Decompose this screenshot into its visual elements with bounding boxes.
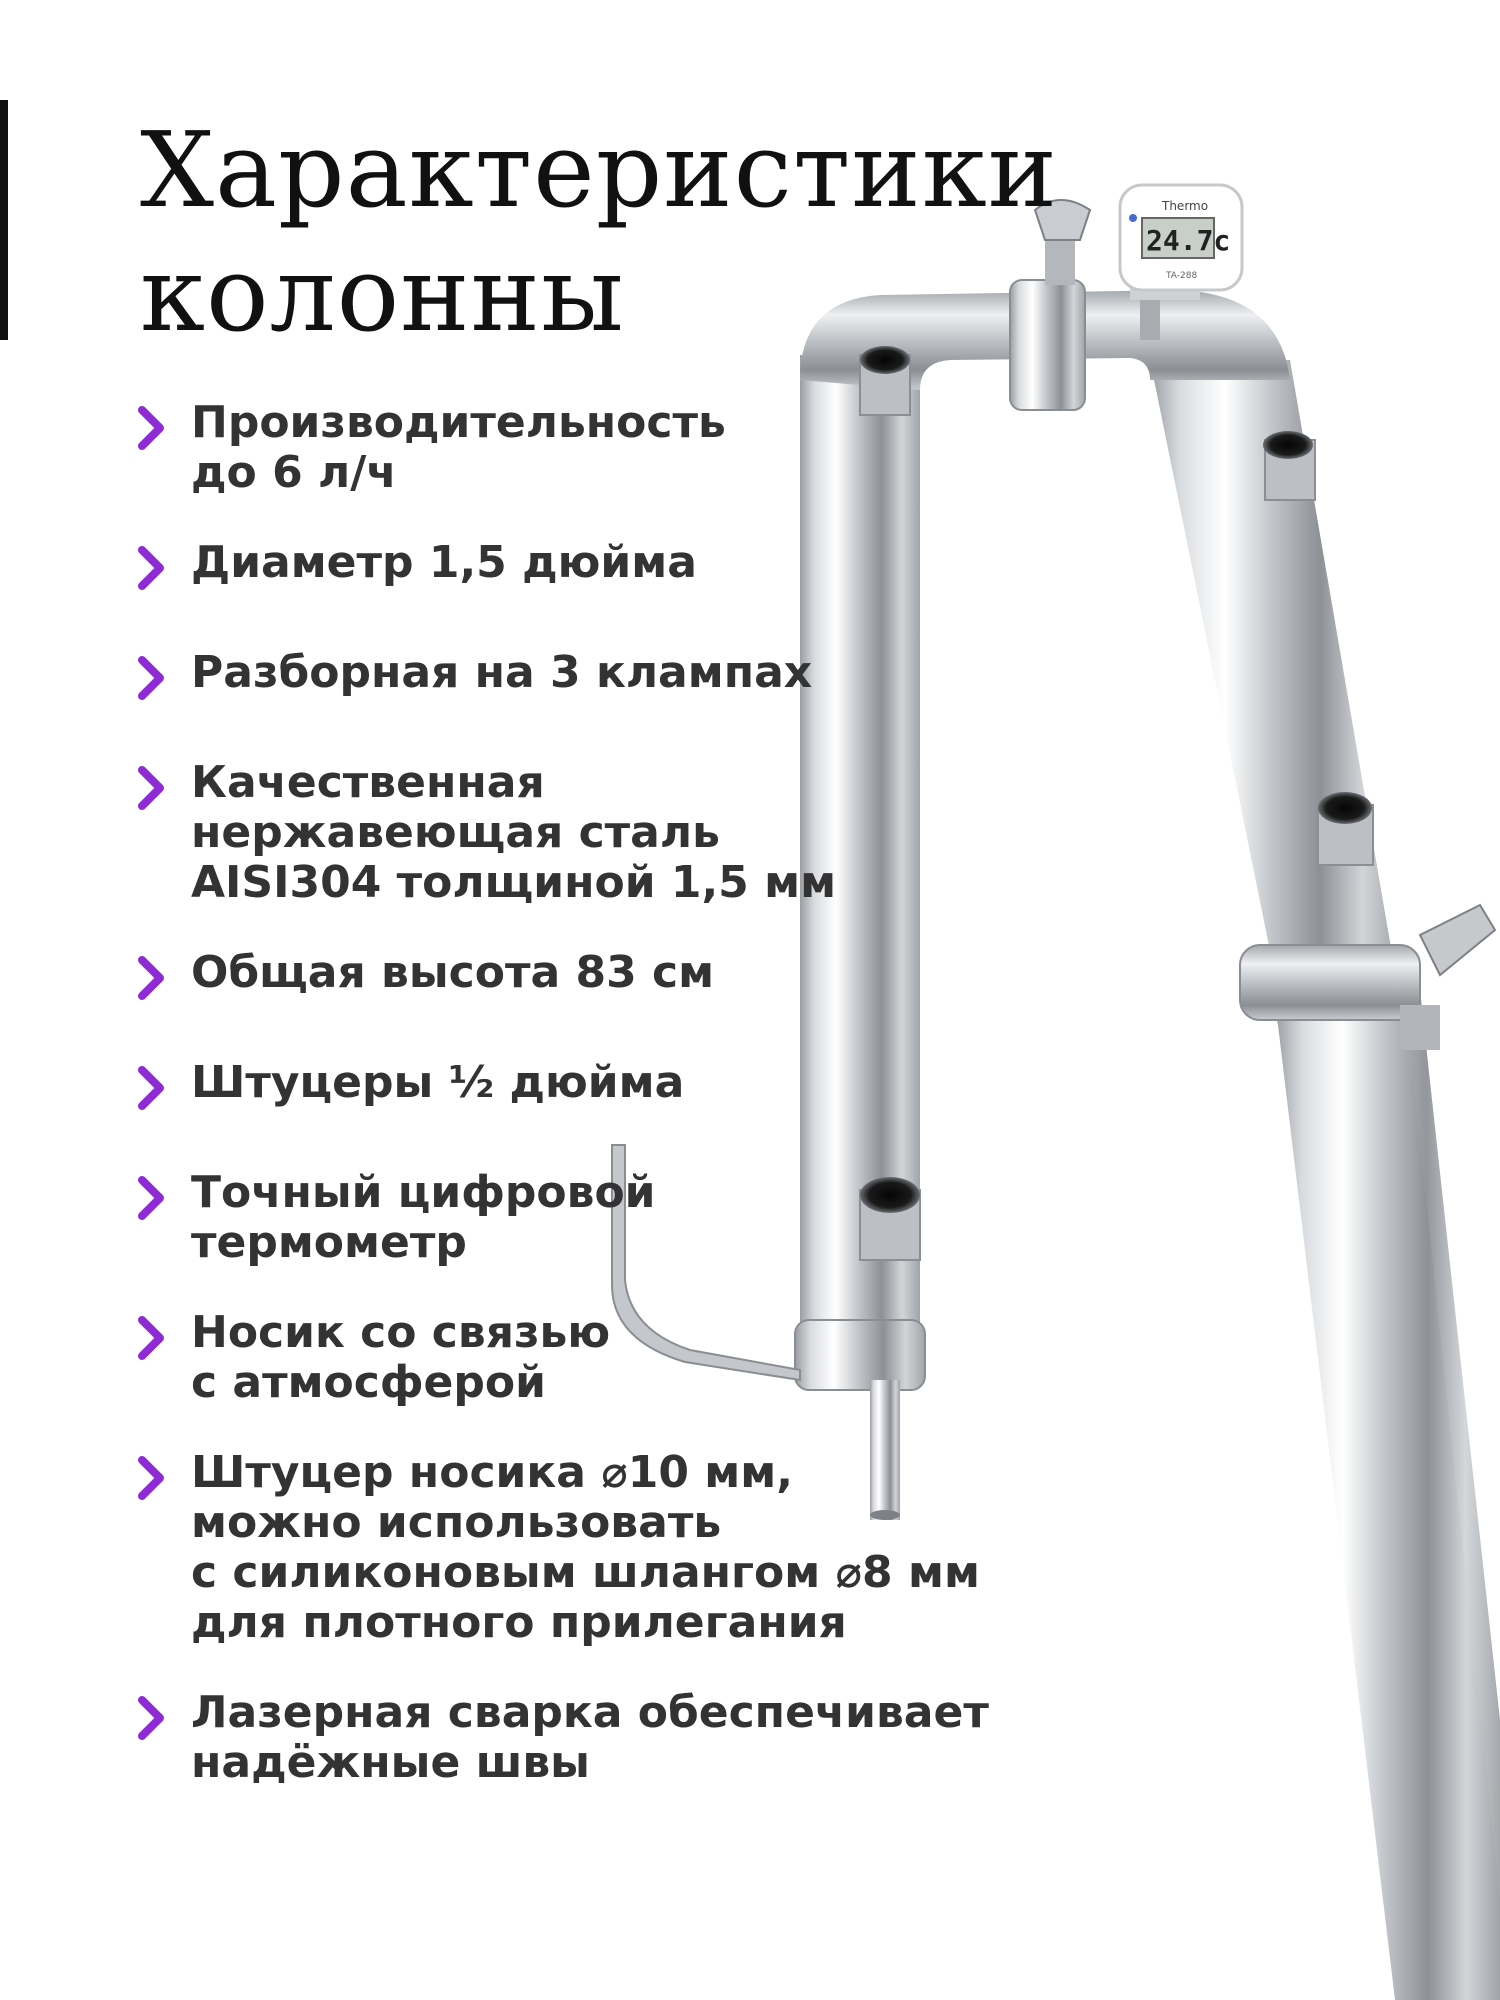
chevron-right-icon	[138, 546, 168, 590]
feature-item	[138, 1168, 1038, 1268]
feature-text: Точный цифровой термометр	[191, 1167, 656, 1268]
title-line-2: колонны	[140, 233, 625, 355]
chevron-right-icon	[138, 1316, 168, 1360]
chevron-right-icon	[138, 406, 168, 450]
chevron-right-icon	[138, 1696, 168, 1740]
feature-text: Диаметр 1,5 дюйма	[191, 537, 697, 588]
chevron-right-icon	[138, 656, 168, 700]
svg-text:TA-288: TA-288	[1166, 271, 1198, 281]
feature-item	[138, 758, 1038, 908]
chevron-right-icon	[138, 1456, 168, 1500]
feature-text: Разборная на 3 клампах	[191, 647, 813, 698]
feature-item	[138, 1448, 1038, 1648]
feature-text: Производительность до 6 л/ч	[191, 397, 726, 498]
feature-item	[138, 1688, 1038, 1788]
svg-text:24.7c: 24.7c	[1146, 224, 1231, 257]
page-title	[140, 108, 1058, 356]
feature-text: Общая высота 83 см	[191, 947, 715, 998]
title-line-1: Характеристики	[140, 109, 1059, 231]
feature-text: Лазерная сварка обеспечивает надёжные швы	[191, 1687, 989, 1788]
thermometer-icon	[1120, 185, 1242, 300]
chevron-right-icon	[138, 766, 168, 810]
feature-text: Носик со связью с атмосферой	[191, 1307, 611, 1408]
feature-item	[138, 948, 1038, 998]
feature-item	[138, 1058, 1038, 1108]
feature-item	[138, 648, 1038, 698]
feature-item	[138, 1308, 1038, 1408]
chevron-right-icon	[138, 956, 168, 1000]
feature-text: Качественная нержавеющая сталь AISI304 толщиной 1,5 мм	[191, 757, 837, 908]
svg-text:Thermo: Thermo	[1162, 199, 1209, 213]
feature-item	[138, 398, 1038, 498]
feature-text: Штуцер носика ⌀10 мм, можно использовать с силиконовым шлангом ⌀8 мм для плотного прилегания	[191, 1447, 980, 1648]
feature-item	[138, 538, 1038, 588]
chevron-right-icon	[138, 1176, 168, 1220]
feature-text: Штуцеры ½ дюйма	[191, 1057, 685, 1108]
chevron-right-icon	[138, 1066, 168, 1110]
